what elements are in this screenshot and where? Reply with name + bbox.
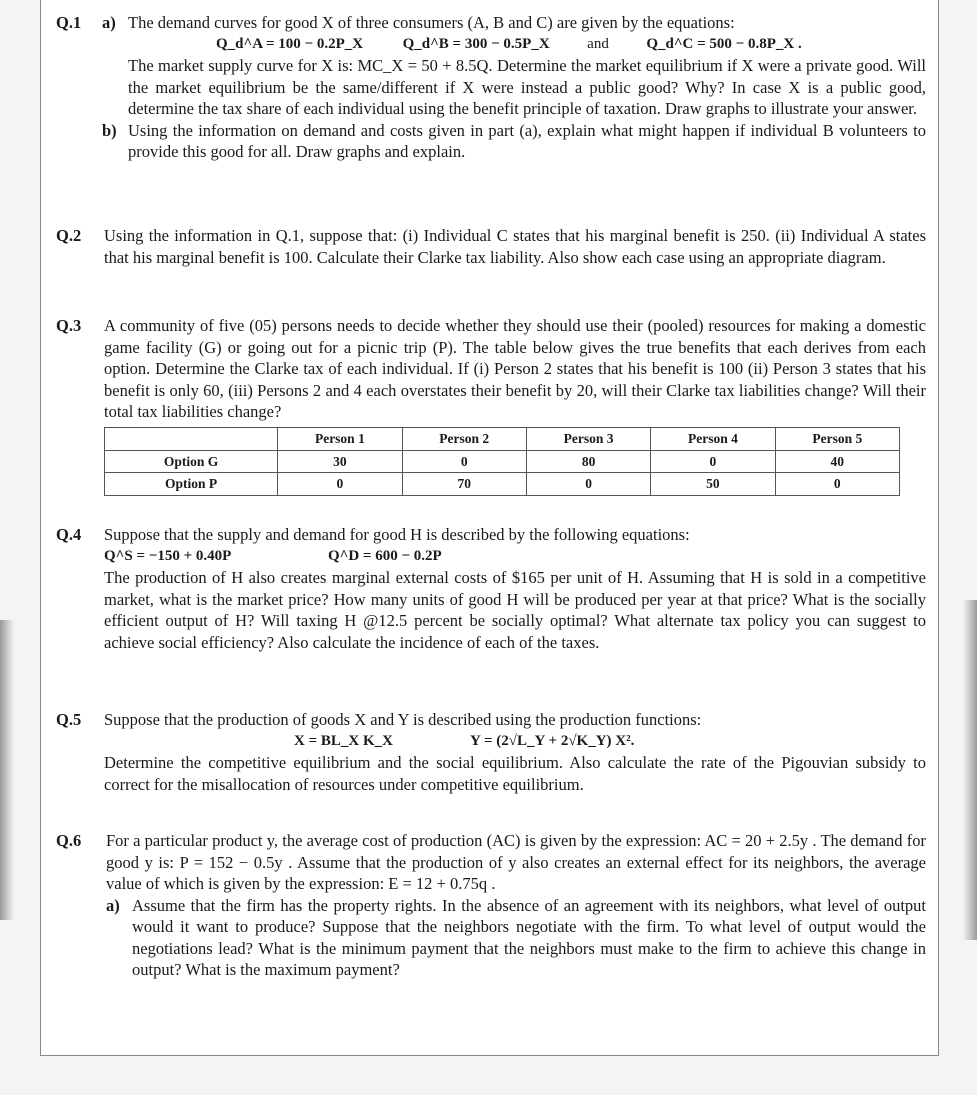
- question-4: [56, 524, 926, 653]
- equation-supply: Q^S = −150 + 0.40P: [104, 547, 231, 564]
- question-intro: Suppose that the supply and demand for good H is described by the following equations:: [104, 525, 690, 544]
- question-number: Q.1: [56, 13, 82, 32]
- part-a-body: The market supply curve for X is: MC_X = 50 + 8.5Q. Determine the market equilibrium if X were a private good. Will the market equilibrium be the same/different if X were instead a public good? Why? In case X is a public good, determine the tax share of each individual using the benefit principle of taxation. Draw graphs to illustrate your answer.: [128, 56, 926, 118]
- table-row-label: Option P: [105, 473, 278, 496]
- part-label: a): [106, 895, 120, 915]
- question-number: Q.3: [56, 316, 82, 335]
- table-cell: 50: [651, 473, 775, 496]
- part-label: a): [102, 13, 116, 32]
- question-1: [56, 12, 926, 163]
- supply-demand-equations: [104, 546, 926, 568]
- table-row: [105, 473, 900, 496]
- production-equations: [104, 731, 926, 753]
- question-intro: Suppose that the production of goods X and Y is described using the production functions:: [104, 710, 702, 729]
- table-cell: 70: [402, 473, 526, 496]
- table-cell: 0: [775, 473, 899, 496]
- equation-demand-a: Q_d^A = 100 − 0.2P_X: [216, 35, 364, 52]
- question-5: [56, 709, 926, 795]
- question-number: Q.2: [56, 226, 82, 245]
- part-label: b): [102, 120, 117, 140]
- table-header-cell: Person 5: [775, 427, 899, 450]
- table-row-label: Option G: [105, 450, 278, 473]
- question-number: Q.6: [56, 831, 82, 850]
- demand-equations: [128, 34, 926, 56]
- table-cell: 0: [278, 473, 402, 496]
- table-header-cell: [105, 427, 278, 450]
- benefits-table: [104, 427, 900, 496]
- question-number: Q.5: [56, 710, 82, 729]
- page-edge-shadow-right: [963, 600, 977, 940]
- equation-and: and: [587, 35, 609, 52]
- equation-y: Y = (2√L_Y + 2√K_Y) X².: [469, 732, 635, 749]
- part-a-body: Assume that the firm has the property rights. In the absence of an agreement with its neighbors, what level of output would it want to produce? Suppose that the neighbors negotiate with the firm. To what level of output would the negotiations lead? What is the minimum payment that the neighbors must make to the firm to achieve this change in output? What is the maximum payment?: [132, 895, 926, 979]
- table-header-cell: Person 3: [526, 427, 650, 450]
- table-header-cell: Person 4: [651, 427, 775, 450]
- question-intro: For a particular product y, the average cost of production (AC) is given by the expression: AC = 20 + 2.5y . The demand for good y is: P = 152 − 0.5y . Assume that the production of y also creates an external effect for its neighbors, the average value of which is given by the expression: E = 12 + 0.75q .: [106, 831, 926, 893]
- question-3: [56, 315, 926, 496]
- question-1-part-b: [102, 120, 926, 163]
- question-number: Q.4: [56, 525, 82, 544]
- question-6-part-a: [106, 895, 926, 981]
- equation-x: X = BL_X K_X: [294, 732, 393, 749]
- table-cell: 30: [278, 450, 402, 473]
- part-a-intro: The demand curves for good X of three consumers (A, B and C) are given by the equations:: [128, 13, 735, 32]
- document-page: [40, 0, 939, 1056]
- equation-demand-c: Q_d^C = 500 − 0.8P_X .: [646, 35, 802, 52]
- question-body: Determine the competitive equilibrium and the social equilibrium. Also calculate the rate of the Pigouvian subsidy to correct for the misallocation of resources under competitive equilibrium.: [104, 753, 926, 794]
- table-cell: 80: [526, 450, 650, 473]
- question-6: [56, 830, 926, 981]
- table-header-cell: Person 1: [278, 427, 402, 450]
- question-body: A community of five (05) persons needs to decide whether they should use their (pooled) resources for making a domestic game facility (G) or going out for a picnic trip (P). The table below gives the true benefits that each derives from each option. Determine the Clarke tax of each individual. If (i) Person 2 states that his benefit is 100 (ii) Person 3 states that his benefit is only 60, (iii) Persons 2 and 4 each overstates their benefit by 20, will their Clarke tax liabilities change? Will their total tax liabilities change?: [104, 316, 926, 421]
- question-1-part-a: [102, 12, 926, 120]
- question-body: The production of H also creates marginal external costs of $165 per unit of H. Assuming that H is sold in a competitive market, what is the market price? How many units of good H will be produced per year at that price? What is the socially efficient output of H? Will taxing H @12.5 percent be socially optimal? What alternate tax policy you can suggest to achieve social efficiency? Also calculate the incidence of each of the taxes.: [104, 568, 926, 652]
- question-2: [56, 225, 926, 268]
- table-cell: 40: [775, 450, 899, 473]
- equation-demand: Q^D = 600 − 0.2P: [327, 547, 442, 564]
- equation-demand-b: Q_d^B = 300 − 0.5P_X: [402, 35, 550, 52]
- table-cell: 0: [526, 473, 650, 496]
- table-header-cell: Person 2: [402, 427, 526, 450]
- table-cell: 0: [651, 450, 775, 473]
- table-row: [105, 450, 900, 473]
- table-header-row: [105, 427, 900, 450]
- table-cell: 0: [402, 450, 526, 473]
- question-body: Using the information in Q.1, suppose that: (i) Individual C states that his marginal benefit is 250. (ii) Individual A states that his marginal benefit is 100. Calculate their Clarke tax liability. Also show each case using an appropriate diagram.: [104, 226, 926, 267]
- part-b-body: Using the information on demand and costs given in part (a), explain what might happen if individual B volunteers to provide this good for all. Draw graphs and explain.: [128, 120, 926, 161]
- page-edge-shadow-left: [0, 620, 14, 920]
